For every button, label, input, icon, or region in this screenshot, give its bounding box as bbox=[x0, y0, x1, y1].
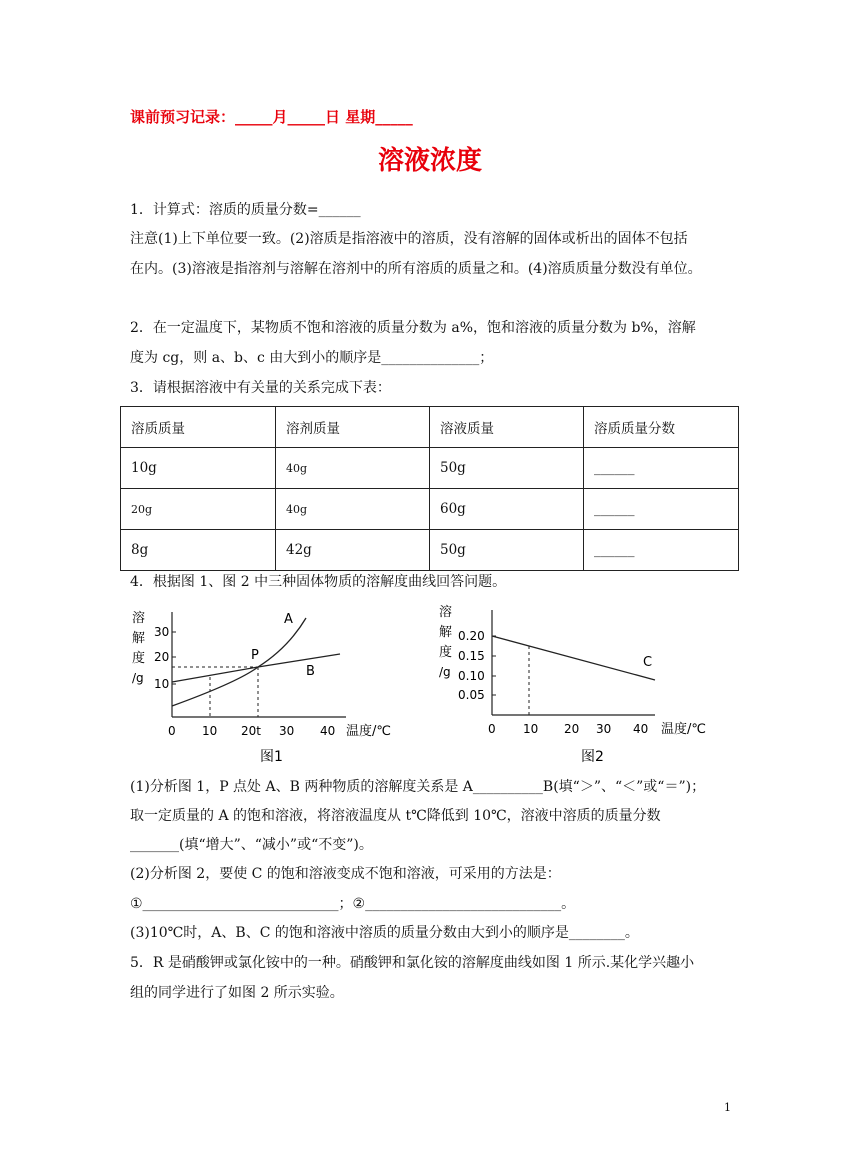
fig2-ylabel-char: /g bbox=[439, 665, 451, 679]
fig1-ytick-label: 30 bbox=[154, 625, 170, 639]
fig1-ylabel bbox=[132, 610, 145, 685]
fig2-xtick-label: 40 bbox=[633, 722, 649, 736]
answer-blank: ______ bbox=[584, 489, 739, 530]
table-cell: 40g bbox=[276, 489, 430, 530]
table-cell: 50g bbox=[430, 530, 584, 571]
fig2-ylabel-char: 溶 bbox=[439, 605, 453, 620]
fig2-xtick-label: 10 bbox=[523, 722, 539, 736]
table-cell: 50g bbox=[430, 448, 584, 489]
fig1-caption: 图1 bbox=[260, 749, 283, 765]
q4-part1-line2: 取一定质量的 A 的饱和溶液，将溶液温度从 t℃降低到 10℃，溶液中溶质的质量分数 bbox=[130, 808, 661, 824]
quantity-table bbox=[120, 406, 739, 571]
q3-line1: 3．请根据溶液中有关量的关系完成下表： bbox=[130, 380, 391, 396]
q4-part2-line2: ①____________________________；②____________________________。 bbox=[130, 896, 576, 912]
fig2-ytick-label: 0.10 bbox=[458, 669, 485, 683]
fig2-ytick-label: 0.15 bbox=[458, 649, 485, 663]
fig2-curve-c bbox=[492, 636, 655, 680]
fig2-xtick-label: 20 bbox=[564, 722, 580, 736]
q1-line3: 在内。(3)溶液是指溶剂与溶解在溶剂中的所有溶质的质量之和。(4)溶质质量分数没有单位。 bbox=[130, 261, 702, 277]
table-cell: 8g bbox=[121, 530, 276, 571]
table-row bbox=[121, 489, 739, 530]
preview-record-header: 课前预习记录：_____月_____日 星期_____ bbox=[130, 108, 413, 126]
fig2-ylabel bbox=[439, 604, 452, 679]
q2-line2: 度为 cg，则 a、b、c 由大到小的顺序是______________； bbox=[130, 350, 494, 366]
fig1-label-b: B bbox=[306, 664, 315, 679]
fig1-xlabel: 温度/℃ bbox=[346, 724, 391, 739]
fig1-ylabel-char: /g bbox=[132, 671, 144, 685]
table-cell: 42g bbox=[276, 530, 430, 571]
page-title: 溶液浓度 bbox=[377, 146, 482, 176]
q4-part1-line1: (1)分析图 1，P 点处 A、B 两种物质的溶解度关系是 A__________B(填“＞”、“＜”或“＝”)； bbox=[130, 779, 706, 795]
fig2-ytick-label: 0.20 bbox=[458, 629, 485, 643]
fig1-ylabel-char: 溶 bbox=[132, 611, 146, 626]
table-header-cell: 溶质质量 bbox=[121, 407, 276, 448]
q4-part2-line1: (2)分析图 2，要使 C 的饱和溶液变成不饱和溶液，可采用的方法是： bbox=[130, 866, 561, 882]
table-header-cell: 溶液质量 bbox=[430, 407, 584, 448]
fig1-label-p: P bbox=[251, 648, 259, 663]
q2-line1: 2．在一定温度下，某物质不饱和溶液的质量分数为 a%，饱和溶液的质量分数为 b%，溶解 bbox=[130, 320, 696, 336]
fig1-xtick-label: 0 bbox=[168, 724, 176, 738]
fig2-xtick-label: 0 bbox=[488, 722, 496, 736]
fig1-xtick-label: 40 bbox=[320, 724, 336, 738]
fig1-label-a: A bbox=[284, 612, 293, 627]
table-header-cell: 溶质质量分数 bbox=[584, 407, 739, 448]
fig1-xtick-label: 20t bbox=[241, 724, 261, 738]
table-cell: 40g bbox=[276, 448, 430, 489]
table-header-cell: 溶剂质量 bbox=[276, 407, 430, 448]
q5-line2: 组的同学进行了如图 2 所示实验。 bbox=[130, 985, 344, 1001]
table-cell: 10g bbox=[121, 448, 276, 489]
q5-line1: 5．R 是硝酸钾或氯化铵中的一种。硝酸钾和氯化铵的溶解度曲线如图 1 所示.某化学兴趣小 bbox=[130, 955, 695, 971]
fig1-xtick-label: 30 bbox=[279, 724, 295, 738]
fig2-ytick-label: 0.05 bbox=[458, 688, 485, 702]
q1-line1: 1．计算式：溶质的质量分数=______ bbox=[130, 202, 361, 218]
fig2-ylabel-char: 解 bbox=[439, 625, 453, 640]
q4-part1-line3: _______(填“增大”、“减小”或“不变”)。 bbox=[130, 837, 373, 853]
table-row bbox=[121, 530, 739, 571]
fig2-caption: 图2 bbox=[581, 749, 604, 765]
q4-part3-line: (3)10℃时，A、B、C 的饱和溶液中溶质的质量分数由大到小的顺序是________。 bbox=[130, 925, 639, 941]
figure-2-solubility-chart bbox=[437, 600, 727, 770]
table-cell: 60g bbox=[430, 489, 584, 530]
fig1-ytick-label: 20 bbox=[154, 650, 170, 664]
figure-1-solubility-chart bbox=[128, 600, 408, 770]
q1-line2: 注意(1)上下单位要一致。(2)溶质是指溶液中的溶质，没有溶解的固体或析出的固体不包括 bbox=[130, 231, 688, 247]
table-row bbox=[121, 448, 739, 489]
page-number: 1 bbox=[724, 1101, 731, 1114]
fig2-xtick-label: 30 bbox=[596, 722, 612, 736]
answer-blank: ______ bbox=[584, 448, 739, 489]
fig2-xlabel: 温度/℃ bbox=[661, 722, 706, 737]
fig1-ylabel-char: 度 bbox=[132, 651, 146, 666]
table-cell: 20g bbox=[121, 489, 276, 530]
fig1-xtick-label: 10 bbox=[202, 724, 218, 738]
q4-line1: 4．根据图 1、图 2 中三种固体物质的溶解度曲线回答问题。 bbox=[130, 574, 507, 590]
fig1-ytick-label: 10 bbox=[154, 677, 170, 691]
table-header-row bbox=[121, 407, 739, 448]
fig2-label-c: C bbox=[643, 655, 653, 670]
fig2-ylabel-char: 度 bbox=[439, 645, 453, 660]
fig1-ylabel-char: 解 bbox=[132, 631, 146, 646]
answer-blank: ______ bbox=[584, 530, 739, 571]
